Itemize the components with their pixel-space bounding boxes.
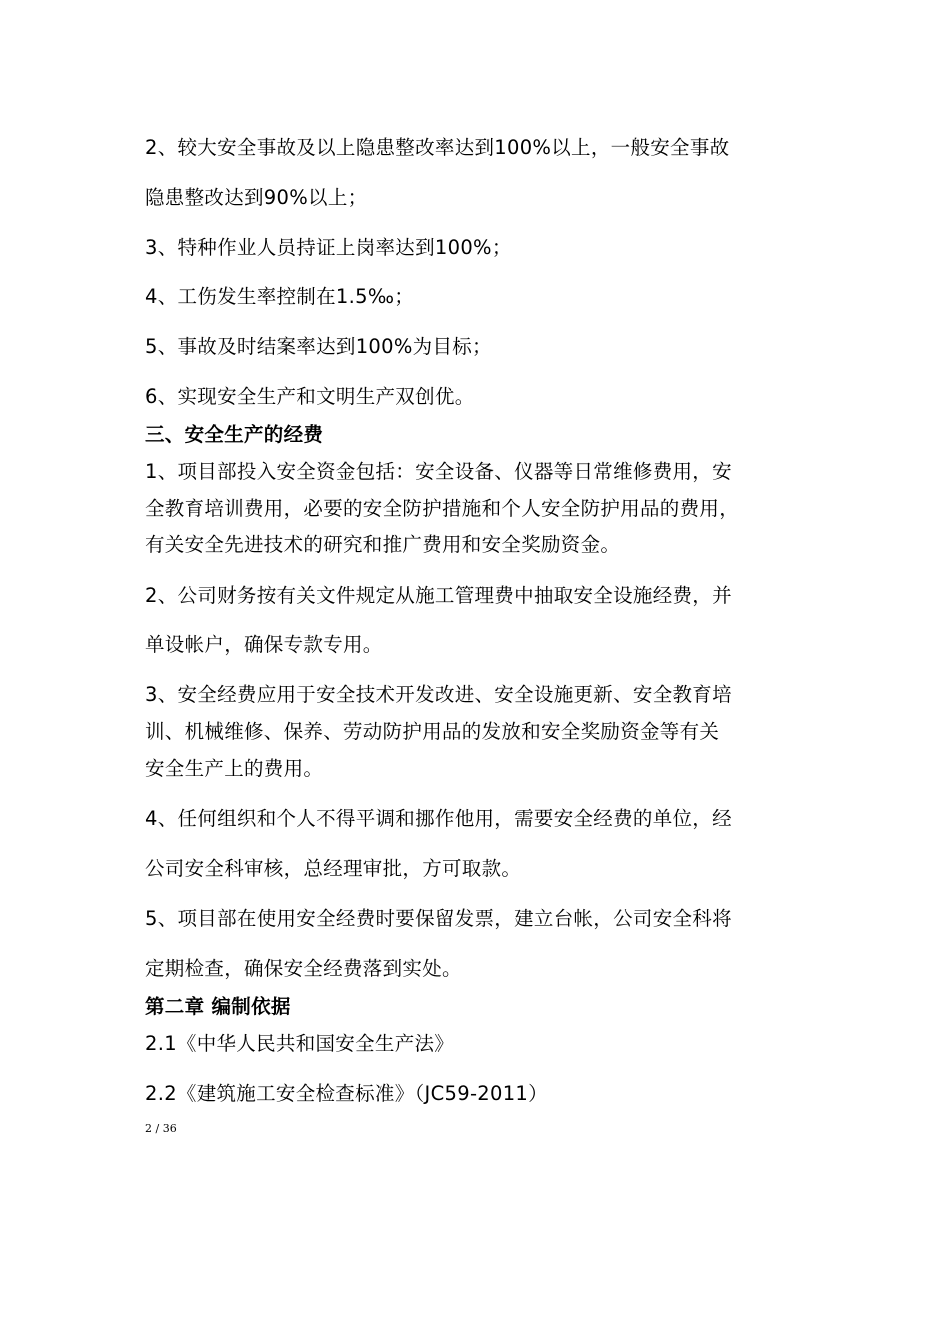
section-heading: 三、安全生产的经费 <box>145 423 324 446</box>
chapter-heading: 第二章 编制依据 <box>145 995 291 1018</box>
paragraph-line: 安全生产上的费用。 <box>145 757 324 780</box>
paragraph-line: 6、实现安全生产和文明生产双创优。 <box>145 385 475 408</box>
paragraph-line: 2.2《建筑施工安全检查标准》（JC59-2011） <box>145 1082 548 1105</box>
paragraph-line: 1、项目部投入安全资金包括：安全设备、仪器等日常维修费用，安 <box>145 460 732 483</box>
page-number: 2 / 36 <box>145 1122 177 1135</box>
paragraph-line: 4、工伤发生率控制在1.5‰； <box>145 285 415 308</box>
paragraph-line: 公司安全科审核，总经理审批，方可取款。 <box>145 857 522 880</box>
paragraph-line: 定期检查，确保安全经费落到实处。 <box>145 957 462 980</box>
paragraph-line: 单设帐户，确保专款专用。 <box>145 633 383 656</box>
paragraph-line: 3、特种作业人员持证上岗率达到100%； <box>145 236 512 259</box>
paragraph-line: 训、机械维修、保养、劳动防护用品的发放和安全奖励资金等有关 <box>145 720 720 743</box>
paragraph-line: 有关安全先进技术的研究和推广费用和安全奖励资金。 <box>145 533 621 556</box>
paragraph-line: 隐患整改达到90%以上； <box>145 186 368 209</box>
paragraph-line: 2、公司财务按有关文件规定从施工管理费中抽取安全设施经费，并 <box>145 584 732 607</box>
paragraph-line: 5、事故及时结案率达到100%为目标； <box>145 335 492 358</box>
paragraph-line: 3、安全经费应用于安全技术开发改进、安全设施更新、安全教育培 <box>145 683 732 706</box>
paragraph-line: 2、较大安全事故及以上隐患整改率达到100%以上，一般安全事故 <box>145 136 730 159</box>
paragraph-line: 全教育培训费用，必要的安全防护措施和个人安全防护用品的费用， <box>145 497 740 520</box>
paragraph-line: 2.1《中华人民共和国安全生产法》 <box>145 1032 455 1055</box>
paragraph-line: 4、任何组织和个人不得平调和挪作他用，需要安全经费的单位，经 <box>145 807 732 830</box>
paragraph-line: 5、项目部在使用安全经费时要保留发票，建立台帐，公司安全科将 <box>145 907 732 930</box>
